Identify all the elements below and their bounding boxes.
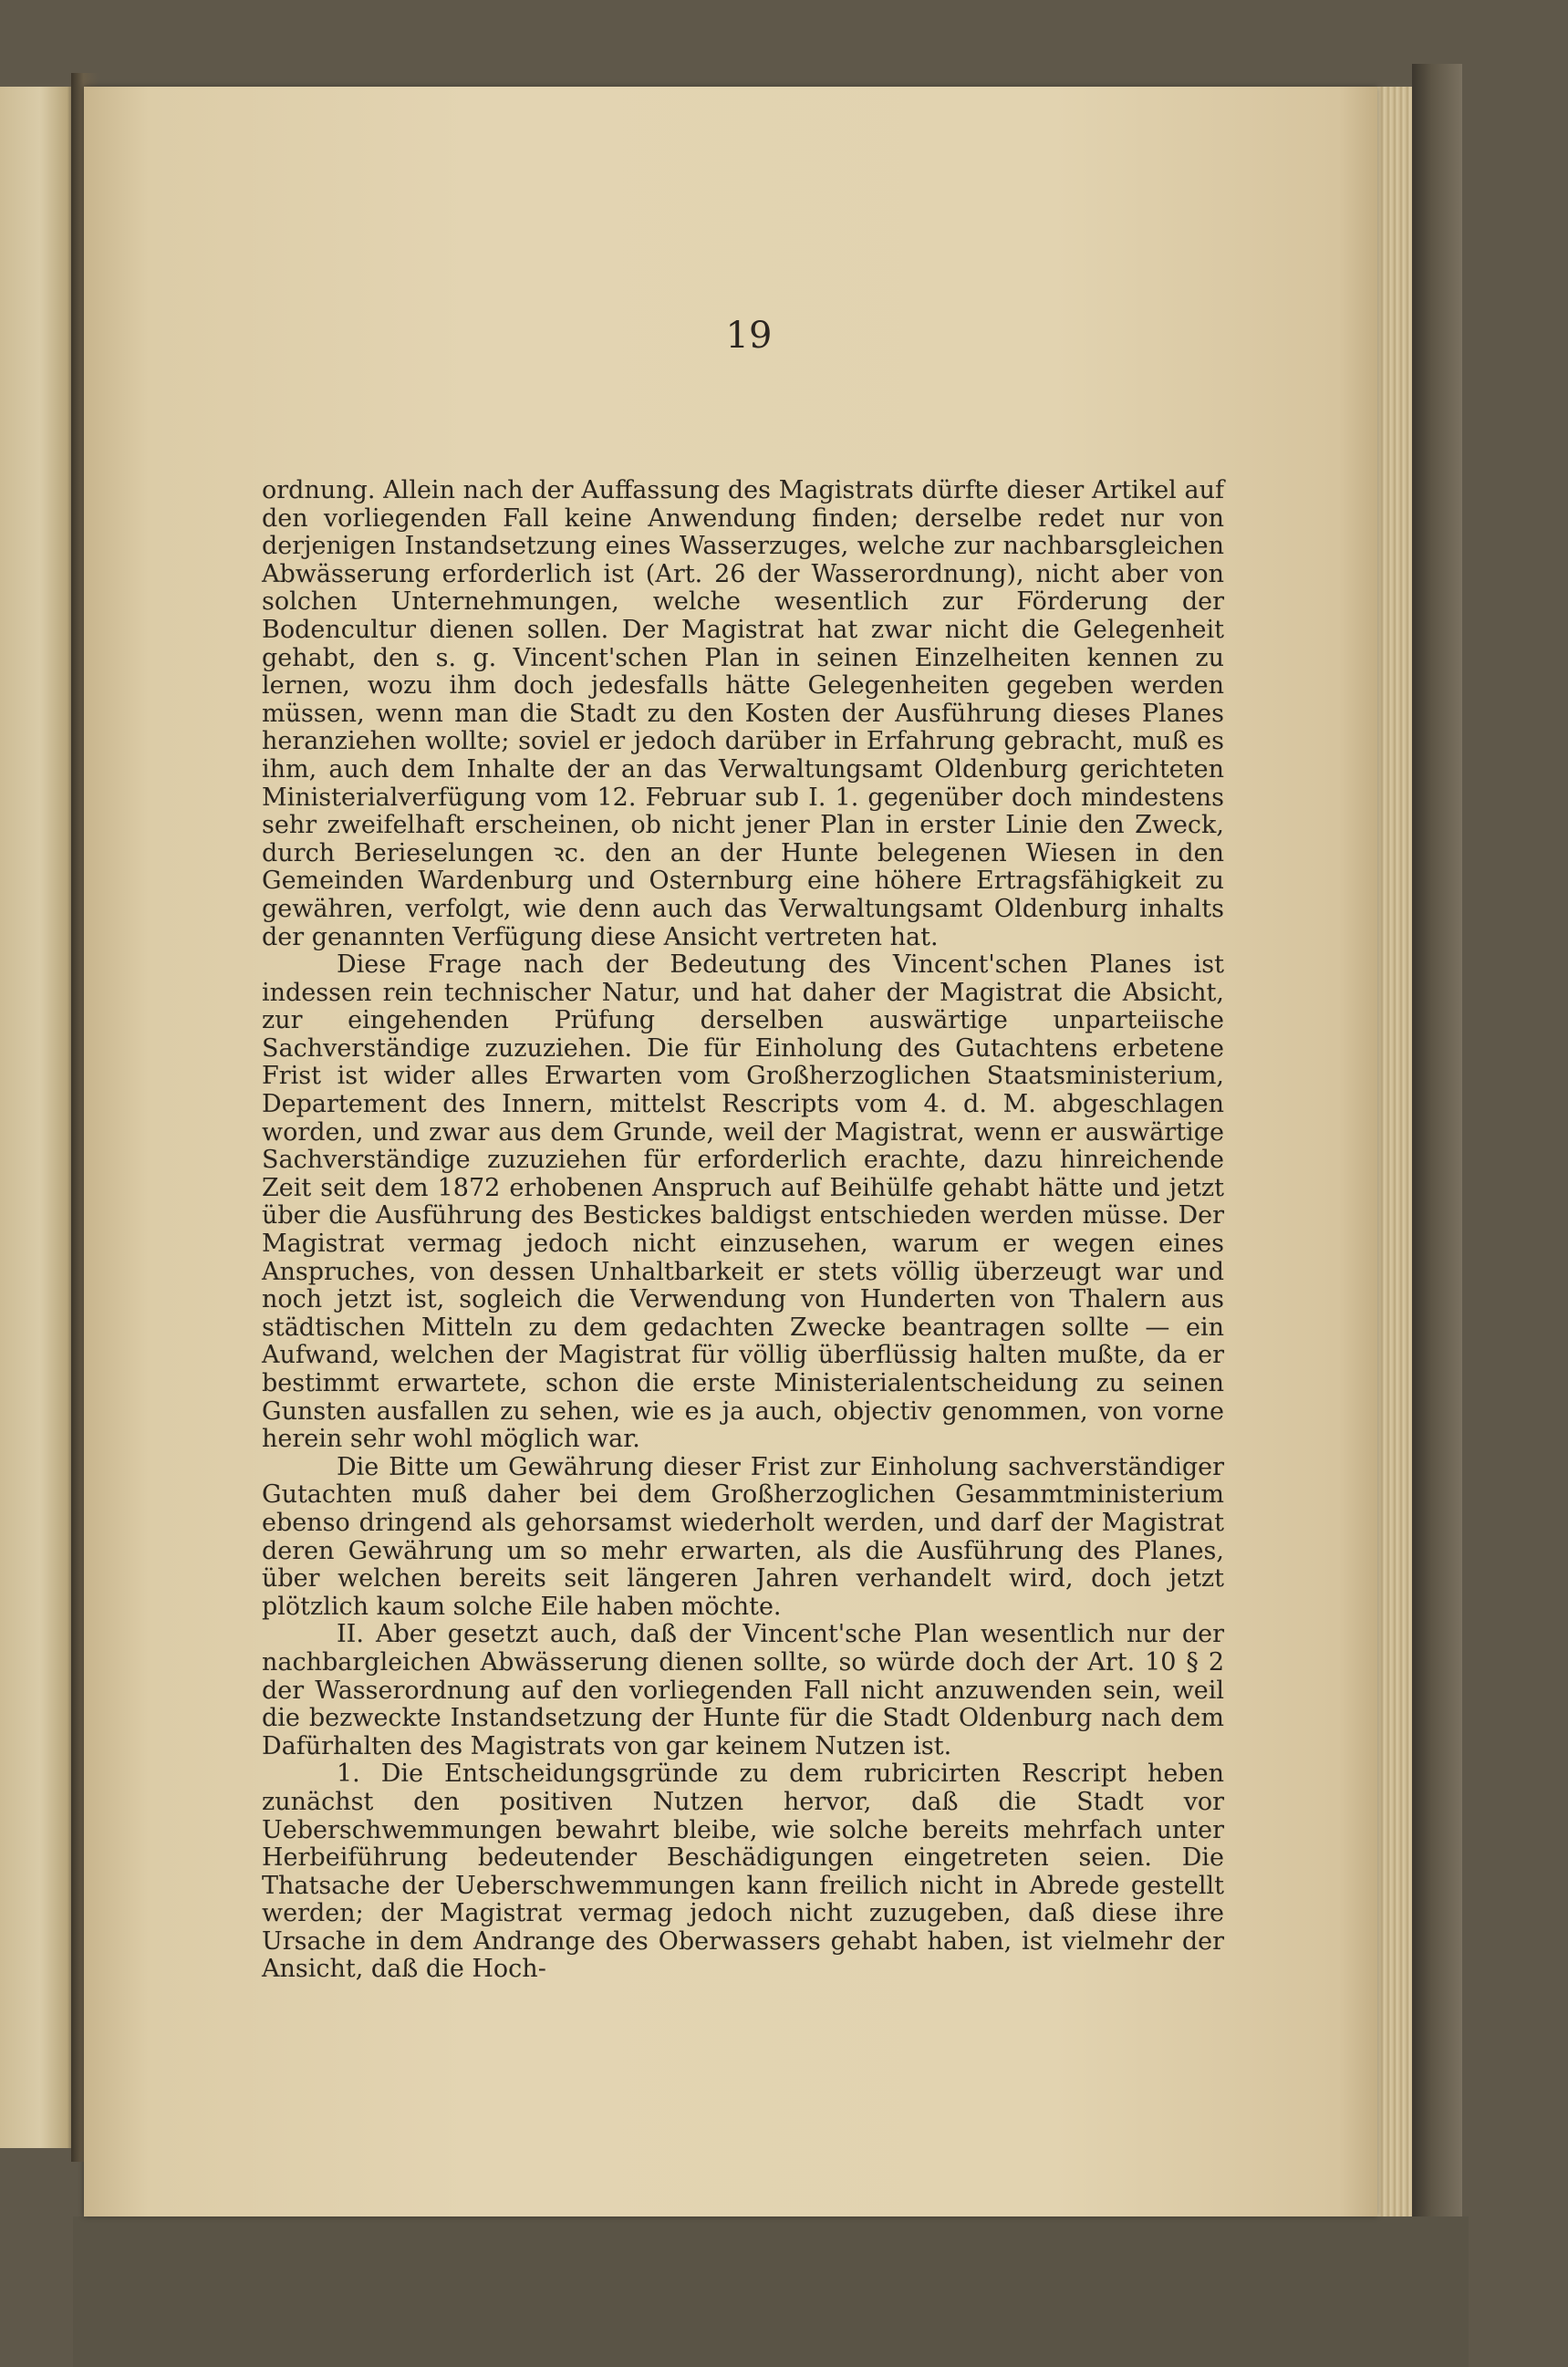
paragraph-1: ordnung. Allein nach der Auffassung des Magistrats dürfte dieser Artikel auf den vorliegenden Fall keine Anwendung finden; derselbe redet nur von derjenigen Instandsetzung eines Wasserzuges, welche zur nachbarsgleichen Abwässerung erforderlich ist (Art. 26 der Wasserordnung), nicht aber von solchen Unternehmungen, welche wesentlich zur Förderung der Bodencultur dienen sollen. Der Magistrat hat zwar nicht die Gelegenheit gehabt, den s. g. Vincent'schen Plan in seinen Einzelheiten kennen zu lernen, wozu ihm doch jedesfalls hätte Gelegenheiten gegeben werden müssen, wenn man die Stadt zu den Kosten der Ausführung dieses Planes heranziehen wollte; soviel er jedoch darüber in Erfahrung gebracht, muß es ihm, auch dem Inhalte der an das Verwaltungsamt Oldenburg gerichteten Ministerialverfügung vom 12. Februar sub I. 1. gegenüber doch mindestens sehr zweifelhaft erscheinen, ob nicht jener Plan in erster Linie den Zweck, durch Berieselungen ꝛc. den an der Hunte belegenen Wiesen in den Gemeinden Wardenburg und Osternburg eine höhere Ertragsfähigkeit zu gewähren, verfolgt, wie denn auch das Verwaltungsamt Oldenburg inhalts der genannten Verfügung diese Ansicht vertreten hat. xyxy=(262,476,1224,951)
book-bottom-edge xyxy=(73,2216,1469,2367)
page-stack-edge xyxy=(1377,87,1412,2216)
book-page xyxy=(84,87,1377,2216)
paragraph-5: 1. Die Entscheidungsgründe zu dem rubricirten Rescript heben zunächst den positiven Nutzen hervor, daß die Stadt vor Ueberschwemmungen bewahrt bleibe, wie solche bereits mehrfach unter Herbeiführung bedeutender Beschädigungen eingetreten seien. Die Thatsache der Ueberschwemmungen kann freilich nicht in Abrede gestellt werden; der Magistrat vermag jedoch nicht zuzugeben, daß diese ihre Ursache in dem Andrange des Oberwassers gehabt haben, ist vielmehr der Ansicht, daß die Hoch- xyxy=(262,1760,1224,1984)
book-cover-edge xyxy=(1412,64,1462,2244)
paragraph-2: Diese Frage nach der Bedeutung des Vincent'schen Planes ist indessen rein technischer Natur, und hat daher der Magistrat die Absicht, zur eingehenden Prüfung derselben auswärtige unparteiische Sachverständige zuzuziehen. Die für Einholung des Gutachtens erbetene Frist ist wider alles Erwarten vom Großherzoglichen Staatsministerium, Departement des Innern, mittelst Rescripts vom 4. d. M. abgeschlagen worden, und zwar aus dem Grunde, weil der Magistrat, wenn er auswärtige Sachverständige zuzuziehen für erforderlich erachte, dazu hinreichende Zeit seit dem 1872 erhobenen Anspruch auf Beihülfe gehabt hätte und jetzt über die Ausführung des Bestickes baldigst entschieden werden müsse. Der Magistrat vermag jedoch nicht einzusehen, warum er wegen eines Anspruches, von dessen Unhaltbarkeit er stets völlig überzeugt war und noch jetzt ist, sogleich die Verwendung von Hunderten von Thalern aus städtischen Mitteln zu dem gedachten Zwecke beantragen sollte — ein Aufwand, welchen der Magistrat für völlig überflüssig halten mußte, da er bestimmt erwartete, schon die erste Ministerialentscheidung zu seinen Gunsten ausfallen zu sehen, wie es ja auch, objectiv genommen, von vorne herein sehr wohl möglich war. xyxy=(262,950,1224,1454)
facing-page-edge xyxy=(0,87,73,2148)
body-text xyxy=(262,477,1224,1984)
paragraph-3: Die Bitte um Gewährung dieser Frist zur Einholung sachverständiger Gutachten muß daher bei dem Großherzoglichen Gesammtministerium ebenso dringend als gehorsamst wiederholt werden, und darf der Magistrat deren Gewährung um so mehr erwarten, als die Ausführung des Planes, über welchen bereits seit längeren Jahren verhandelt wird, doch jetzt plötzlich kaum solche Eile haben möchte. xyxy=(262,1452,1224,1621)
paragraph-4: II. Aber gesetzt auch, daß der Vincent'sche Plan wesentlich nur der nachbargleichen Abwässerung dienen sollte, so würde doch der Art. 10 § 2 der Wasserordnung auf den vorliegenden Fall nicht anzuwenden sein, weil die bezweckte Instandsetzung der Hunte für die Stadt Oldenburg nach dem Dafürhalten des Magistrats von gar keinem Nutzen ist. xyxy=(262,1620,1224,1760)
page-number: 19 xyxy=(725,315,773,357)
